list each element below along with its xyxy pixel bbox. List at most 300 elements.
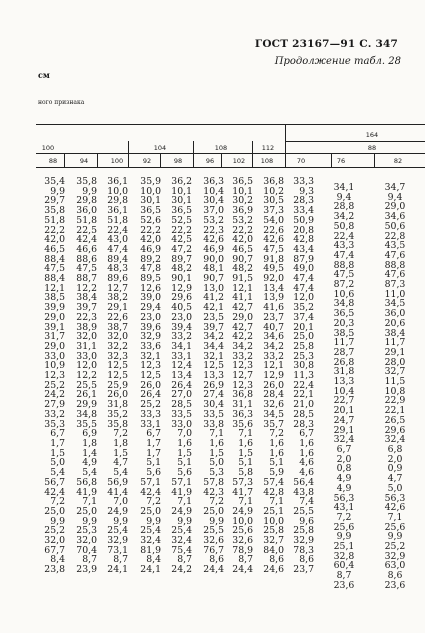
table-cell: 24,9 [107,505,128,517]
table-cell: 29,0 [232,311,253,323]
table-cell: 36,5 [171,205,192,217]
table-cell: 22,4 [107,224,128,236]
table-cell: 29,1 [107,302,128,314]
table-cell: 5,3 [209,467,224,479]
table-cell: 25,6 [384,521,406,533]
table-cell: 42,6 [263,234,284,246]
table-cell: 24,4 [232,564,253,576]
table-cell: 4,7 [113,457,128,469]
table-cell: 22,2 [171,224,192,236]
table-cell: 32,1 [203,350,224,362]
subheader-cell: 108 [260,157,274,165]
table-cell: 11,7 [384,337,406,349]
table-cell: 31,7 [44,331,65,343]
table-cell: 25,0 [203,505,224,517]
table-cell: 9,9 [82,515,97,527]
table-cell: 33,8 [203,418,224,430]
table-cell: 12,1 [263,360,284,372]
table-cell: 89,2 [140,253,161,265]
table-cell: 25,1 [333,541,355,553]
table-cell: 33,3 [140,408,161,420]
table-cell: 8,6 [299,554,314,566]
table-cell: 34,6 [263,331,284,343]
table-cell: 67,7 [44,544,65,556]
table-cell: 30,1 [171,195,192,207]
table-cell: 1,7 [146,437,161,449]
table-cell: 32,6 [203,535,224,547]
table-cell: 35,5 [76,418,97,430]
vsep [221,153,222,167]
table-cell: 25,4 [140,525,161,537]
table-cell: 7,2 [146,496,161,508]
table-cell: 24,7 [333,414,355,426]
table-cell: 31,1 [76,340,97,352]
subheader-cell: 92 [142,157,152,165]
unit-label: см [38,70,50,80]
table-cell: 8,4 [50,554,65,566]
table-cell: 35,2 [107,408,128,420]
table-cell: 5,4 [113,467,128,479]
table-cell: 5,0 [209,457,224,469]
table-cell: 25,2 [140,399,161,411]
table-cell: 42,6 [203,234,224,246]
table-cell: 25,8 [293,525,314,537]
table-cell: 50,9 [293,214,314,226]
header-112: 112 [261,144,275,152]
table-cell: 24,1 [107,564,128,576]
table-cell: 47,8 [140,263,161,275]
table-cell: 35,8 [107,418,128,430]
table-cell: 7,1 [177,496,192,508]
table-cell: 0,8 [336,463,352,475]
table-cell: 34,5 [384,298,406,310]
table-cell: 43,5 [384,240,406,252]
table-cell: 1,5 [209,447,224,459]
table-cell: 22,5 [76,224,97,236]
table-cell: 29,8 [107,195,128,207]
table-cell: 89,6 [107,273,128,285]
table-cell: 12,5 [107,360,128,372]
table-cell: 34,2 [232,340,253,352]
table-cell: 42,0 [44,234,65,246]
table-cell: 41,6 [263,302,284,314]
table-cell: 38,2 [107,292,128,304]
table-cell: 22,8 [384,230,406,242]
table-cell: 5,0 [387,482,403,494]
table-cell: 7,0 [177,428,192,440]
table-cell: 30,4 [203,399,224,411]
table-cell: 24,2 [44,389,65,401]
vsep [128,141,129,167]
table-cell: 22,4 [333,230,355,242]
table-cell: 33,1 [171,350,192,362]
table-cell: 43,3 [333,240,355,252]
subheader-cell: 70 [296,157,306,165]
vsep [160,153,161,167]
table-cell: 12,9 [171,282,192,294]
table-cell: 5,0 [50,457,65,469]
table-cell: 48,3 [107,263,128,275]
table-cell: 26,4 [171,379,192,391]
table-cell: 25,4 [107,525,128,537]
table-column [197,177,224,575]
table-cell: 34,1 [171,340,192,352]
table-cell: 56,7 [44,476,65,488]
table-cell: 9,9 [177,515,192,527]
table-cell: 47,4 [333,249,355,261]
table-cell: 10,2 [263,185,284,197]
table-cell: 22,2 [140,224,161,236]
table-cell: 38,4 [76,292,97,304]
rule-top [36,124,425,125]
table-cell: 46,5 [44,243,65,255]
table-cell: 36,5 [333,308,355,320]
table-cell: 13,3 [333,376,355,388]
rule-mid [36,153,425,154]
table-cell: 32,0 [76,535,97,547]
table-cell: 42,4 [44,486,65,498]
table-cell: 8,7 [238,554,253,566]
header-group-88: 88 [367,144,377,152]
table-cell: 22,6 [263,224,284,236]
table-cell: 10,4 [203,185,224,197]
table-cell: 42,8 [293,234,314,246]
table-cell: 33,6 [140,340,161,352]
table-cell: 1,7 [146,447,161,459]
table-cell: 11,3 [293,370,314,382]
table-cell: 22,1 [293,389,314,401]
subheader-cell: 88 [48,157,58,165]
subheader-cell: 98 [173,157,183,165]
table-cell: 33,0 [76,350,97,362]
table-cell: 6,7 [336,443,352,455]
table-cell: 28,0 [384,356,406,368]
table-cell: 30,2 [232,195,253,207]
header-100: 100 [41,144,55,152]
table-cell: 42,8 [263,486,284,498]
table-cell: 84,0 [263,544,284,556]
table-cell: 5,1 [238,457,253,469]
table-cell: 43,4 [293,243,314,255]
table-cell: 43,8 [293,486,314,498]
table-cell: 25,6 [232,525,253,537]
table-cell: 34,8 [76,408,97,420]
table-cell: 50,6 [384,220,406,232]
table-cell: 41,9 [171,486,192,498]
table-cell: 36,0 [384,308,406,320]
table-cell: 36,1 [107,176,128,187]
table-cell: 39,7 [76,302,97,314]
table-cell: 47,2 [171,243,192,255]
table-cell: 33,1 [140,418,161,430]
table-cell: 7,4 [299,496,314,508]
vsep [374,153,375,167]
table-cell: 13,4 [263,282,284,294]
table-cell: 33,2 [171,331,192,343]
table-cell: 34,7 [384,182,406,193]
table-cell: 9,9 [387,531,403,543]
table-cell: 25,9 [107,379,128,391]
table-cell: 32,7 [384,366,406,378]
table-cell: 32,0 [76,331,97,343]
table-cell: 32,4 [140,535,161,547]
table-cell: 23,0 [140,311,161,323]
table-cell: 12,1 [232,282,253,294]
table-cell: 56,3 [333,492,355,504]
table-cell: 20,1 [293,321,314,333]
table-cell: 7,1 [269,496,284,508]
table-cell: 33,2 [232,350,253,362]
table-cell: 7,1 [82,496,97,508]
table-cell: 25,5 [203,525,224,537]
table-cell: 46,5 [232,243,253,255]
table-cell: 57,3 [232,476,253,488]
table-cell: 36,1 [107,205,128,217]
subheader-cell: 82 [393,157,403,165]
table-column [38,177,65,575]
table-cell: 29,0 [44,311,65,323]
table-cell: 20,8 [293,224,314,236]
table-cell: 12,3 [232,360,253,372]
table-cell: 78,9 [232,544,253,556]
table-cell: 4,9 [82,457,97,469]
table-cell: 36,3 [203,176,224,187]
table-cell: 20,6 [384,317,406,329]
table-cell: 7,1 [387,511,403,523]
table-cell: 12,5 [203,360,224,372]
table-cell: 32,1 [140,350,161,362]
table-cell: 6,9 [82,428,97,440]
table-cell: 5,8 [238,467,253,479]
table-cell: 90,7 [232,253,253,265]
table-cell: 63,0 [384,560,406,572]
table-cell: 47,5 [76,263,97,275]
table-cell: 10,6 [333,288,355,300]
table-cell: 25,1 [263,505,284,517]
table-cell: 29,9 [76,399,97,411]
table-cell: 57,1 [140,476,161,488]
table-cell: 37,3 [263,205,284,217]
table-cell: 25,0 [293,331,314,343]
table-cell: 25,6 [333,521,355,533]
table-cell: 29,8 [76,195,97,207]
table-cell: 12,3 [232,379,253,391]
table-column [70,177,97,575]
table-cell: 12,0 [76,360,97,372]
table-cell: 22,4 [293,379,314,391]
table-cell: 10,0 [140,185,161,197]
table-cell: 10,0 [263,515,284,527]
table-cell: 1,8 [82,437,97,449]
table-cell: 8,6 [269,554,284,566]
page-header-title: ГОСТ 23167—91 С. 347 [254,38,398,50]
table-cell: 32,9 [384,550,406,562]
table-cell: 1,6 [299,437,314,449]
table-cell: 22,2 [232,224,253,236]
table-cell: 70,4 [76,544,97,556]
table-cell: 9,9 [50,185,65,197]
table-cell: 29,6 [384,424,406,436]
table-cell: 25,2 [384,541,406,553]
table-cell: 47,5 [263,243,284,255]
table-cell: 32,7 [263,535,284,547]
table-cell: 2,0 [387,453,403,465]
table-cell: 12,9 [263,370,284,382]
table-cell: 26,0 [263,379,284,391]
table-cell: 12,2 [76,370,97,382]
table-cell: 54,0 [263,214,284,226]
table-cell: 33,5 [171,408,192,420]
table-cell: 88,4 [44,273,65,285]
table-cell: 32,9 [107,535,128,547]
table-cell: 13,4 [171,370,192,382]
table-cell: 38,5 [44,292,65,304]
table-cell: 10,9 [44,360,65,372]
table-cell: 23,6 [333,579,355,591]
table-cell: 48,2 [171,263,192,275]
table-cell: 9,3 [299,185,314,197]
table-cell: 7,2 [50,496,65,508]
table-cell: 11,7 [333,337,355,349]
table-cell: 56,8 [76,476,97,488]
table-cell: 9,4 [336,191,352,203]
table-cell: 9,9 [50,515,65,527]
table-column [226,177,253,575]
table-cell: 76,7 [203,544,224,556]
table-cell: 7,2 [269,428,284,440]
table-cell: 30,1 [140,195,161,207]
vsep [285,124,286,167]
table-cell: 50,8 [333,220,355,232]
table-cell: 34,8 [333,298,355,310]
table-cell: 7,1 [238,428,253,440]
table-cell: 38,7 [107,321,128,333]
table-cell: 0,9 [387,463,403,475]
table-cell: 12,3 [140,360,161,372]
table-cell: 24,9 [171,505,192,517]
table-cell: 5,4 [82,467,97,479]
table-cell: 43,0 [107,234,128,246]
table-cell: 8,7 [82,554,97,566]
table-cell: 1,5 [238,447,253,459]
table-cell: 24,1 [140,564,161,576]
table-cell: 28,5 [171,399,192,411]
table-cell: 26,0 [107,389,128,401]
table-cell: 35,8 [76,176,97,187]
table-column [134,177,161,575]
table-cell: 39,4 [171,321,192,333]
table-cell: 12,5 [107,370,128,382]
table-cell: 25,8 [263,525,284,537]
table-cell: 40,5 [171,302,192,314]
table-cell: 26,5 [384,414,406,426]
table-cell: 29,6 [171,292,192,304]
table-cell: 1,5 [50,447,65,459]
table-cell: 29,0 [44,340,65,352]
table-cell: 47,4 [293,282,314,294]
table-cell: 36,0 [76,205,97,217]
table-cell: 7,0 [113,496,128,508]
table-cell: 90,7 [203,273,224,285]
table-cell: 49,5 [263,263,284,275]
table-cell: 36,5 [232,176,253,187]
table-cell: 33,3 [293,176,314,187]
table-cell: 6,7 [299,428,314,440]
table-cell: 22,7 [333,395,355,407]
table-cell: 51,8 [44,214,65,226]
table-cell: 34,5 [263,408,284,420]
table-column [287,177,314,575]
table-cell: 5,9 [269,467,284,479]
table-cell: 46,9 [140,243,161,255]
table-cell: 39,1 [44,321,65,333]
table-cell: 40,7 [263,321,284,333]
table-cell: 89,5 [140,273,161,285]
table-cell: 1,4 [82,447,97,459]
table-cell: 36,3 [232,408,253,420]
table-cell: 42,4 [140,486,161,498]
table-cell: 12,4 [171,360,192,372]
table-cell: 25,5 [76,379,97,391]
table-cell: 34,2 [203,331,224,343]
table-cell: 51,8 [76,214,97,226]
table-cell: 36,5 [140,205,161,217]
table-cell: 28,4 [263,389,284,401]
table-cell: 28,3 [293,195,314,207]
table-cell: 41,4 [107,486,128,498]
table-cell: 24,6 [263,564,284,576]
table-cell: 32,9 [140,331,161,343]
table-cell: 90,1 [171,273,192,285]
table-cell: 28,5 [293,408,314,420]
table-column [101,177,128,575]
table-cell: 25,3 [76,525,97,537]
table-cell: 8,6 [387,570,403,582]
table-cell: 25,3 [293,350,314,362]
table-cell: 46,9 [203,243,224,255]
table-cell: 32,6 [263,399,284,411]
table-cell: 51,8 [107,214,128,226]
table-cell: 12,1 [44,282,65,294]
table-cell: 29,1 [384,346,406,358]
table-cell: 23,8 [44,564,65,576]
table-cell: 90,0 [203,253,224,265]
table-cell: 32,0 [44,535,65,547]
table-cell: 9,9 [146,515,161,527]
table-cell: 22,2 [44,224,65,236]
table-cell: 35,7 [263,418,284,430]
table-cell: 88,6 [76,253,97,265]
table-cell: 29,7 [44,195,65,207]
table-cell: 38,9 [76,321,97,333]
table-cell: 5,6 [146,467,161,479]
table-cell: 25,0 [140,505,161,517]
table-cell: 7,2 [113,428,128,440]
table-continuation-caption: Продолжение табл. 28 [274,56,401,67]
table-cell: 7,1 [209,428,224,440]
table-cell: 6,8 [387,443,403,455]
table-cell: 42,4 [76,234,97,246]
table-cell: 28,7 [333,346,355,358]
table-cell: 38,4 [384,327,406,339]
table-cell: 1,6 [299,447,314,459]
table-cell: 2,0 [336,453,352,465]
table-cell: 9,4 [387,191,403,203]
table-cell: 75,4 [171,544,192,556]
table-cell: 36,8 [263,176,284,187]
table-cell: 20,1 [333,405,355,417]
table-cell: 32,2 [107,340,128,352]
